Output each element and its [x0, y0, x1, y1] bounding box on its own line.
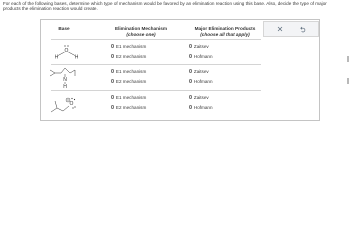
- lone-pair-dot: [74, 106, 75, 107]
- lone-pair-dot: [64, 45, 65, 46]
- option-label: E1 mechanism: [115, 94, 147, 100]
- mechanism-option-row3-e2[interactable]: [111, 104, 146, 110]
- option-label: E1 mechanism: [115, 68, 147, 74]
- checkbox[interactable]: [189, 95, 192, 98]
- mechanism-option-row2-e2[interactable]: [111, 78, 146, 84]
- product-option-row1-hofmann[interactable]: [189, 53, 213, 59]
- base-structure-hindered-amine: [47, 66, 83, 88]
- atom-label-n: N: [63, 77, 67, 83]
- radio-button[interactable]: [111, 54, 114, 57]
- radio-button[interactable]: [111, 44, 114, 47]
- question-instructions: For each of the following bases, determine which type of mechanism would be favored by an elimination reaction using this base. Also, decide the type of major products the elimination reaction would create.: [3, 1, 327, 12]
- column-header-base: [47, 26, 81, 32]
- column-header-products-label: Major Elimination Products: [194, 26, 256, 31]
- product-option-row2-hofmann[interactable]: [189, 78, 213, 84]
- base-structure-alkoxide: [47, 92, 83, 116]
- lone-pair-dot: [74, 99, 75, 100]
- checkbox[interactable]: [189, 54, 192, 57]
- option-label: Hofmann: [193, 78, 213, 84]
- bond-line: [65, 68, 70, 73]
- product-option-row1-zaitsev[interactable]: [189, 43, 209, 49]
- row-divider: [51, 64, 261, 65]
- radio-button[interactable]: [111, 79, 114, 82]
- undo-button[interactable]: [297, 25, 307, 33]
- lone-pair-dot: [67, 45, 68, 46]
- atom-label-o: O: [64, 48, 69, 54]
- checkbox[interactable]: [189, 105, 192, 108]
- row-divider: [51, 39, 261, 40]
- option-label: Hofmann: [193, 104, 213, 110]
- checkbox[interactable]: [189, 79, 192, 82]
- product-option-row2-zaitsev[interactable]: [189, 68, 209, 74]
- column-header-mechanism-note: (choose one): [126, 31, 156, 37]
- row-divider: [51, 90, 261, 91]
- undo-icon: [299, 26, 306, 33]
- bond-line: [50, 70, 55, 76]
- column-header-products: [187, 26, 263, 37]
- mechanism-option-row1-e1[interactable]: [111, 43, 146, 49]
- option-label: Zaitsev: [193, 43, 209, 49]
- lone-pair-dot: [72, 107, 73, 108]
- atom-label-o: O: [69, 101, 74, 107]
- product-option-row3-zaitsev[interactable]: [189, 94, 209, 100]
- option-label: Zaitsev: [193, 68, 209, 74]
- column-header-products-note: (choose all that apply): [200, 31, 250, 37]
- option-label: Hofmann: [193, 53, 213, 59]
- option-label: E2 mechanism: [115, 53, 147, 59]
- mechanism-option-row1-e2[interactable]: [111, 53, 146, 59]
- base-structure-water: [51, 42, 81, 62]
- option-label: Zaitsev: [193, 94, 209, 100]
- scroll-edge-mark: [347, 78, 349, 84]
- lone-pair-dot: [71, 98, 72, 99]
- radio-button[interactable]: [111, 69, 114, 72]
- column-header-base-label: Base: [58, 26, 70, 31]
- atom-label-h: H: [54, 54, 59, 61]
- mechanism-option-row2-e1[interactable]: [111, 68, 146, 74]
- close-icon: [277, 26, 283, 32]
- column-header-mechanism: [109, 26, 173, 37]
- radio-button[interactable]: [111, 95, 114, 98]
- answer-toolbar: [263, 21, 319, 37]
- radio-button[interactable]: [111, 105, 114, 108]
- bond-line: [61, 68, 65, 73]
- checkbox[interactable]: [189, 44, 192, 47]
- checkbox[interactable]: [189, 69, 192, 72]
- atom-label-h: H: [74, 54, 79, 61]
- clear-button[interactable]: [275, 25, 285, 33]
- bond-line: [51, 106, 69, 112]
- bond-line: [58, 52, 65, 56]
- scroll-edge-mark: [347, 56, 349, 62]
- product-option-row3-hofmann[interactable]: [189, 104, 213, 110]
- mechanism-option-row3-e1[interactable]: [111, 94, 146, 100]
- bond-line: [70, 70, 75, 76]
- option-label: E1 mechanism: [115, 43, 147, 49]
- answer-table: [40, 19, 320, 121]
- bond-line: [55, 101, 57, 108]
- column-header-mechanism-label: Elimination Mechanism: [114, 26, 168, 31]
- atom-label-h: H: [63, 84, 67, 88]
- option-label: E2 mechanism: [115, 78, 147, 84]
- option-label: E2 mechanism: [115, 104, 147, 110]
